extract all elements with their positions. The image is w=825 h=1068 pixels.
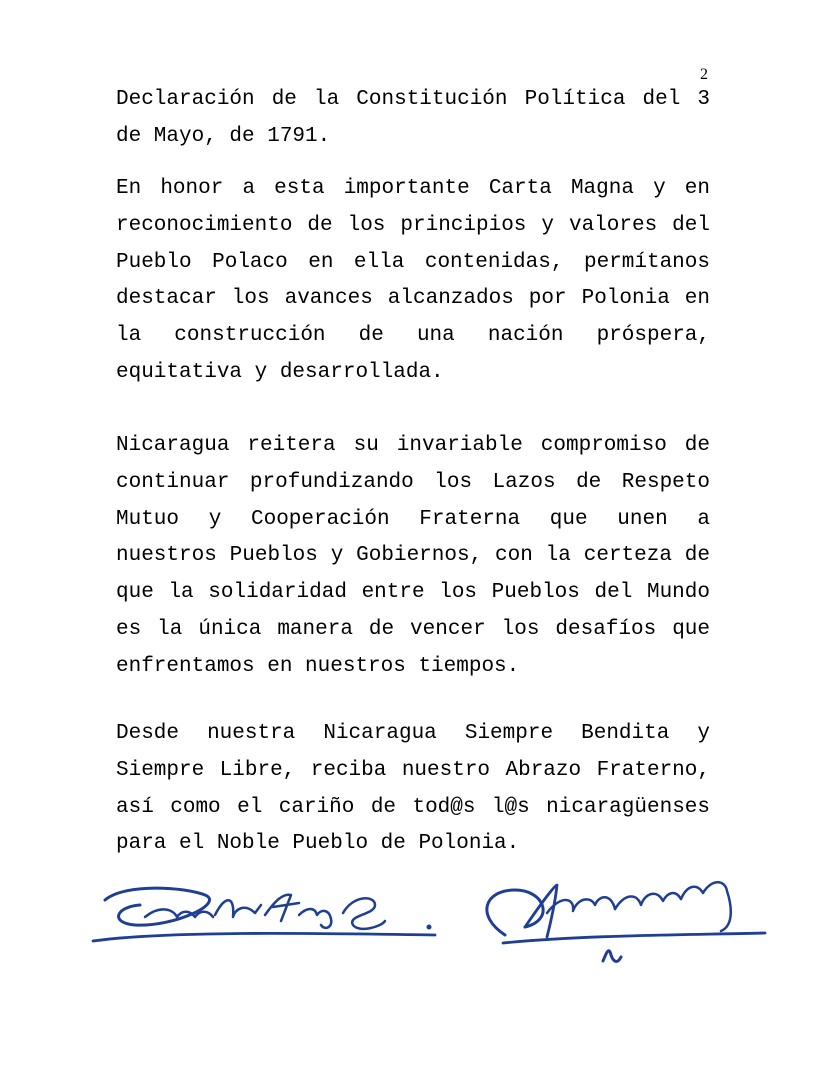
paragraph-declaration: Declaración de la Constitución Política del 3 de Mayo, de 1791. xyxy=(116,88,710,148)
paragraph-commitment: Nicaragua reitera su invariable compromiso de continuar profundizando los Lazos de Respeto Mutuo y Cooperación Fraterna que unen a nuestros Pueblos y Gobiernos, con la certeza de que la solidaridad entre los Pueblos del Mundo es la única manera de vencer los desafíos que enfrentamos en nuestros tiempos. xyxy=(116,434,710,678)
right-signature xyxy=(487,882,765,961)
paragraph-tribute: En honor a esta importante Carta Magna y en reconocimiento de los principios y valores del Pueblo Polaco en ella contenidas, permítanos destacar los avances alcanzados por Polonia en la construcción de una nación próspera, equitativa y desarrollada. xyxy=(116,177,710,384)
page-number: 2 xyxy=(700,66,708,83)
left-signature xyxy=(93,888,435,941)
signatures-svg xyxy=(85,865,785,985)
paragraph-closing: Desde nuestra Nicaragua Siempre Bendita y Siempre Libre, reciba nuestro Abrazo Fraterno, así como el cariño de tod@s l@s nicaragüenses para el Noble Pueblo de Polonia. xyxy=(116,722,710,856)
signatures-block xyxy=(85,865,785,985)
